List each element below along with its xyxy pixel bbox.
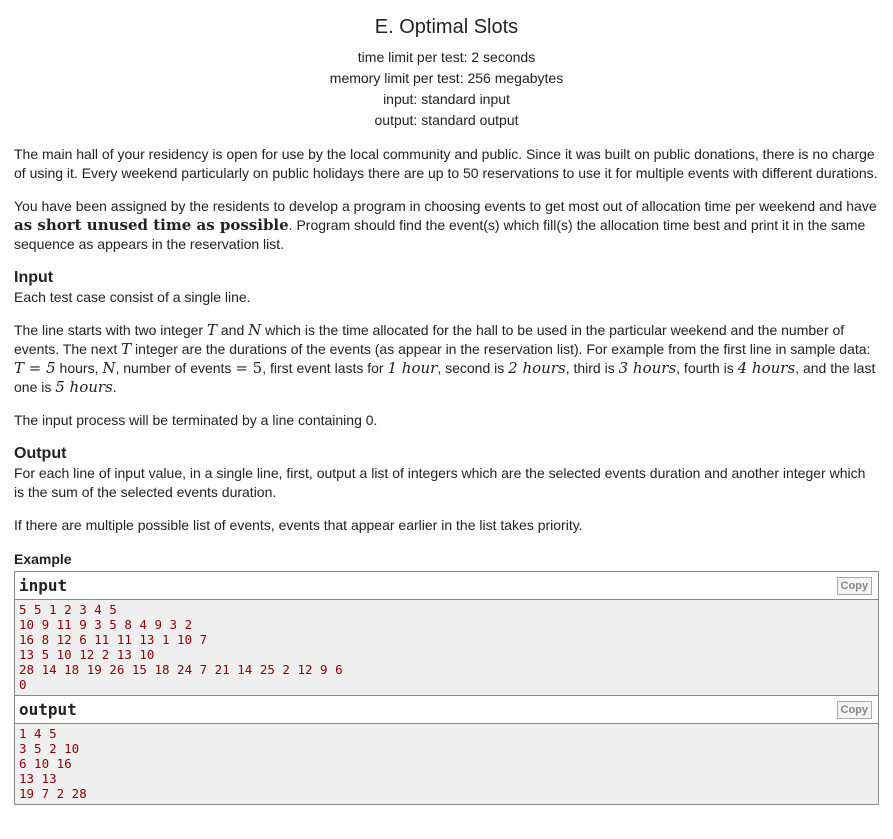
output-line-2: If there are multiple possible list of events, events that appear earlier in the list takes priority. [14,517,583,533]
math-expr: 2 hours [508,359,566,377]
legend-paragraph-1: The main hall of your residency is open for use by the local community and public. Since it was built on public donations, there is no charge of using it. Every weekend particularly on public holidays there are up to 50 reservations to use it for multiple events with different durations. [14,146,878,181]
example-title: Example [14,551,72,567]
text-span: , and the last one is [14,360,876,395]
text-span: The line starts with two integer [14,322,207,338]
text-span: , fourth is [676,360,738,376]
math-var: T [121,340,132,358]
limits-block [14,47,879,131]
text-span: . Program should find the event(s) which fill(s) the allocation time best and print it in the same sequence as appears in the reservation list. [14,217,866,252]
sample-input-header [15,572,878,600]
output-line-1: For each line of input value, in a single line, first, output a list of integers which are the selected events duration and another integer which is the sum of the selected events duration. [14,465,866,500]
math-var: N [102,359,116,377]
time-limit: time limit per test: 2 seconds [357,49,536,65]
math-expr: 5 hours [55,378,113,396]
problem-statement [14,16,879,805]
sample-test [14,571,879,805]
sample-output-header [15,695,878,724]
math-var: N [248,321,262,339]
input-termination: The input process will be terminated by a line containing 0. [14,412,378,428]
text-span: and [217,322,249,338]
math-expr: 3 hours [618,359,677,377]
output-section-title: Output [14,445,67,462]
input-section-title: Input [14,269,54,286]
input-paragraph [14,321,879,397]
problem-title: E. Optimal Slots [374,16,519,38]
copy-input-button[interactable]: Copy [837,577,873,595]
bold-phrase: as short unused time as possible [14,216,289,234]
text-span: integer are the durations of the events (as appear in the reservation list). For example from the first line in sample data: [131,341,871,357]
text-span: which is the time allocated for the hall to be used in the particular weekend and the number of events. The next [14,322,845,357]
math-expr: 4 hours [737,359,796,377]
text-span: , third is [565,360,619,376]
sample-output-text: 1 4 5 3 5 2 10 6 10 16 13 13 19 7 2 28 [15,724,878,804]
sample-output-label: output [19,700,77,719]
text-span: , first event lasts for [262,360,388,376]
text-span: , second is [437,360,509,376]
math-expr: = 5 [235,359,263,377]
math-expr: 1 hour [387,359,438,377]
copy-output-button[interactable]: Copy [837,701,873,719]
math-var: T [206,321,217,339]
input-spec: input: standard input [383,91,510,107]
math-expr: T = 5 [14,359,56,377]
sample-input-text: 5 5 1 2 3 4 5 10 9 11 9 3 5 8 4 9 3 2 16 8 12 6 11 11 13 1 10 7 13 5 10 12 2 13 10 28 14 18 19 26 15 18 24 7 21 14 25 2 12 9 6 0 [15,600,878,695]
input-line-1: Each test case consist of a single line. [14,289,251,305]
sample-input-label: input [19,576,68,595]
text-span: hours, [55,360,103,376]
text-span: . [112,379,117,395]
text-span: , number of events [115,360,236,376]
memory-limit: memory limit per test: 256 megabytes [329,70,564,86]
output-spec: output: standard output [374,112,519,128]
text-span: You have been assigned by the residents to develop a program in choosing events to get most out of allocation time per weekend and have [14,198,877,214]
legend-paragraph-2 [14,197,879,254]
